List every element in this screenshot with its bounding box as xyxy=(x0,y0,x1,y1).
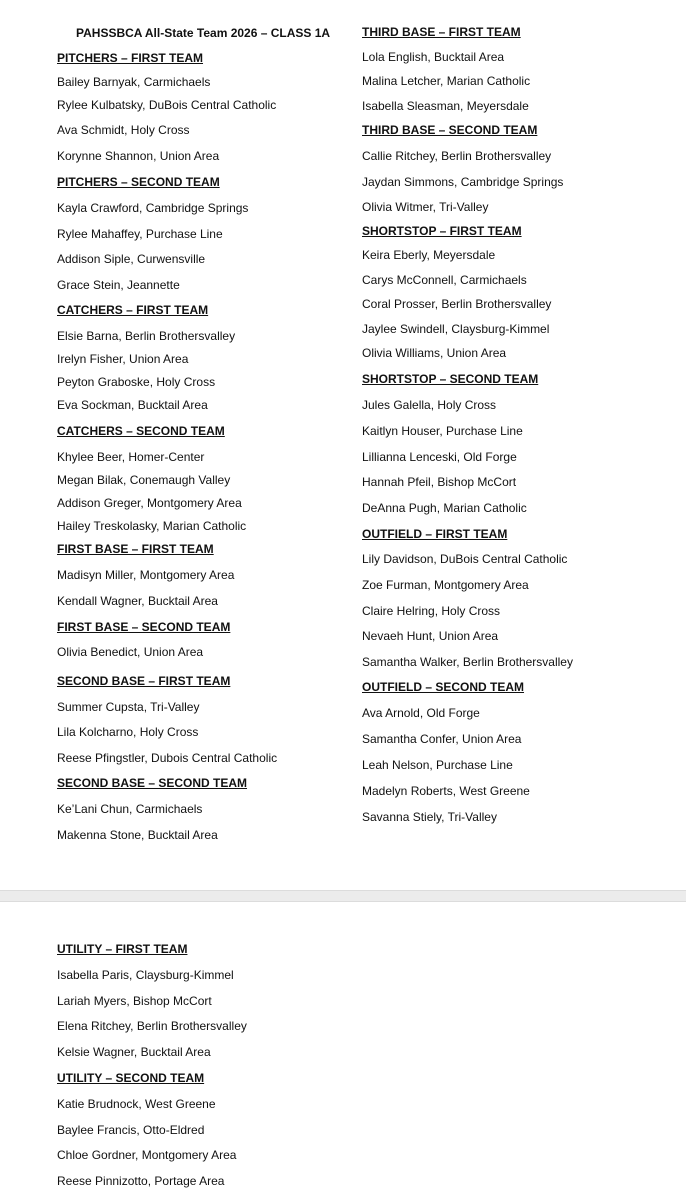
player-entry: Olivia Witmer, Tri-Valley xyxy=(362,200,489,214)
section-heading: OUTFIELD – FIRST TEAM xyxy=(362,527,508,541)
player-entry: Keira Eberly, Meyersdale xyxy=(362,248,496,262)
section-heading: SECOND BASE – SECOND TEAM xyxy=(57,776,248,790)
section-heading: UTILITY – SECOND TEAM xyxy=(57,1071,205,1085)
player-entry: Lily Davidson, DuBois Central Catholic xyxy=(362,552,568,566)
player-entry: Ava Arnold, Old Forge xyxy=(362,706,480,720)
player-entry: Chloe Gordner, Montgomery Area xyxy=(57,1148,237,1162)
section-heading: FIRST BASE – FIRST TEAM xyxy=(57,542,214,556)
player-entry: Makenna Stone, Bucktail Area xyxy=(57,828,218,842)
player-entry: DeAnna Pugh, Marian Catholic xyxy=(362,501,527,515)
section-heading: SHORTSTOP – FIRST TEAM xyxy=(362,224,522,238)
player-entry: Nevaeh Hunt, Union Area xyxy=(362,629,499,643)
player-entry: Korynne Shannon, Union Area xyxy=(57,149,220,163)
player-entry: Coral Prosser, Berlin Brothersvalley xyxy=(362,297,552,311)
player-entry: Kelsie Wagner, Bucktail Area xyxy=(57,1045,211,1059)
player-entry: Irelyn Fisher, Union Area xyxy=(57,352,189,366)
player-entry: Leah Nelson, Purchase Line xyxy=(362,758,513,772)
player-entry: Jules Galella, Holy Cross xyxy=(362,398,497,412)
player-entry: Ava Schmidt, Holy Cross xyxy=(57,123,190,137)
player-entry: Samantha Confer, Union Area xyxy=(362,732,522,746)
player-entry: Lila Kolcharno, Holy Cross xyxy=(57,725,199,739)
player-entry: Lola English, Bucktail Area xyxy=(362,50,505,64)
player-entry: Addison Greger, Montgomery Area xyxy=(57,496,242,510)
player-entry: Elena Ritchey, Berlin Brothersvalley xyxy=(57,1019,247,1033)
player-entry: Kaitlyn Houser, Purchase Line xyxy=(362,424,523,438)
player-entry: Kendall Wagner, Bucktail Area xyxy=(57,594,218,608)
player-entry: Savanna Stiely, Tri-Valley xyxy=(362,810,497,824)
player-entry: Zoe Furman, Montgomery Area xyxy=(362,578,529,592)
section-heading: FIRST BASE – SECOND TEAM xyxy=(57,620,231,634)
player-entry: Callie Ritchey, Berlin Brothersvalley xyxy=(362,149,552,163)
player-entry: Peyton Graboske, Holy Cross xyxy=(57,375,216,389)
section-heading: UTILITY – FIRST TEAM xyxy=(57,942,188,956)
player-entry: Baylee Francis, Otto-Eldred xyxy=(57,1123,205,1137)
section-heading: CATCHERS – FIRST TEAM xyxy=(57,303,209,317)
player-entry: Carys McConnell, Carmichaels xyxy=(362,273,527,287)
player-entry: Olivia Williams, Union Area xyxy=(362,346,507,360)
player-entry: Addison Siple, Curwensville xyxy=(57,252,206,266)
section-heading: THIRD BASE – FIRST TEAM xyxy=(362,25,521,39)
player-entry: Samantha Walker, Berlin Brothersvalley xyxy=(362,655,573,669)
player-entry: Madisyn Miller, Montgomery Area xyxy=(57,568,235,582)
section-heading: PITCHERS – SECOND TEAM xyxy=(57,175,220,189)
player-entry: Kayla Crawford, Cambridge Springs xyxy=(57,201,249,215)
player-entry: Isabella Paris, Claysburg-Kimmel xyxy=(57,968,234,982)
player-entry: Lillianna Lenceski, Old Forge xyxy=(362,450,517,464)
player-entry: Bailey Barnyak, Carmichaels xyxy=(57,75,211,89)
player-entry: Rylee Kulbatsky, DuBois Central Catholic xyxy=(57,98,277,112)
player-entry: Claire Helring, Holy Cross xyxy=(362,604,501,618)
player-entry: Elsie Barna, Berlin Brothersvalley xyxy=(57,329,236,343)
section-heading: OUTFIELD – SECOND TEAM xyxy=(362,680,525,694)
player-entry: Madelyn Roberts, West Greene xyxy=(362,784,530,798)
player-entry: Olivia Benedict, Union Area xyxy=(57,645,204,659)
player-entry: Megan Bilak, Conemaugh Valley xyxy=(57,473,231,487)
section-heading: SECOND BASE – FIRST TEAM xyxy=(57,674,231,688)
player-entry: Ke’Lani Chun, Carmichaels xyxy=(57,802,203,816)
player-entry: Jaydan Simmons, Cambridge Springs xyxy=(362,175,564,189)
section-heading: PITCHERS – FIRST TEAM xyxy=(57,51,204,65)
page-separator xyxy=(0,890,686,902)
player-entry: Rylee Mahaffey, Purchase Line xyxy=(57,227,223,241)
player-entry: Isabella Sleasman, Meyersdale xyxy=(362,99,529,113)
player-entry: Khylee Beer, Homer-Center xyxy=(57,450,205,464)
section-heading: CATCHERS – SECOND TEAM xyxy=(57,424,225,438)
player-entry: Jaylee Swindell, Claysburg-Kimmel xyxy=(362,322,550,336)
document-title: PAHSSBCA All-State Team 2026 – CLASS 1A xyxy=(76,26,331,40)
player-entry: Eva Sockman, Bucktail Area xyxy=(57,398,208,412)
player-entry: Malina Letcher, Marian Catholic xyxy=(362,74,531,88)
player-entry: Reese Pfingstler, Dubois Central Catholic xyxy=(57,751,278,765)
player-entry: Hailey Treskolasky, Marian Catholic xyxy=(57,519,247,533)
player-entry: Grace Stein, Jeannette xyxy=(57,278,180,292)
player-entry: Reese Pinnizotto, Portage Area xyxy=(57,1174,225,1188)
section-heading: THIRD BASE – SECOND TEAM xyxy=(362,123,538,137)
section-heading: SHORTSTOP – SECOND TEAM xyxy=(362,372,539,386)
player-entry: Katie Brudnock, West Greene xyxy=(57,1097,216,1111)
player-entry: Summer Cupsta, Tri-Valley xyxy=(57,700,200,714)
player-entry: Lariah Myers, Bishop McCort xyxy=(57,994,212,1008)
document-page-2 xyxy=(0,902,686,1200)
player-entry: Hannah Pfeil, Bishop McCort xyxy=(362,475,517,489)
